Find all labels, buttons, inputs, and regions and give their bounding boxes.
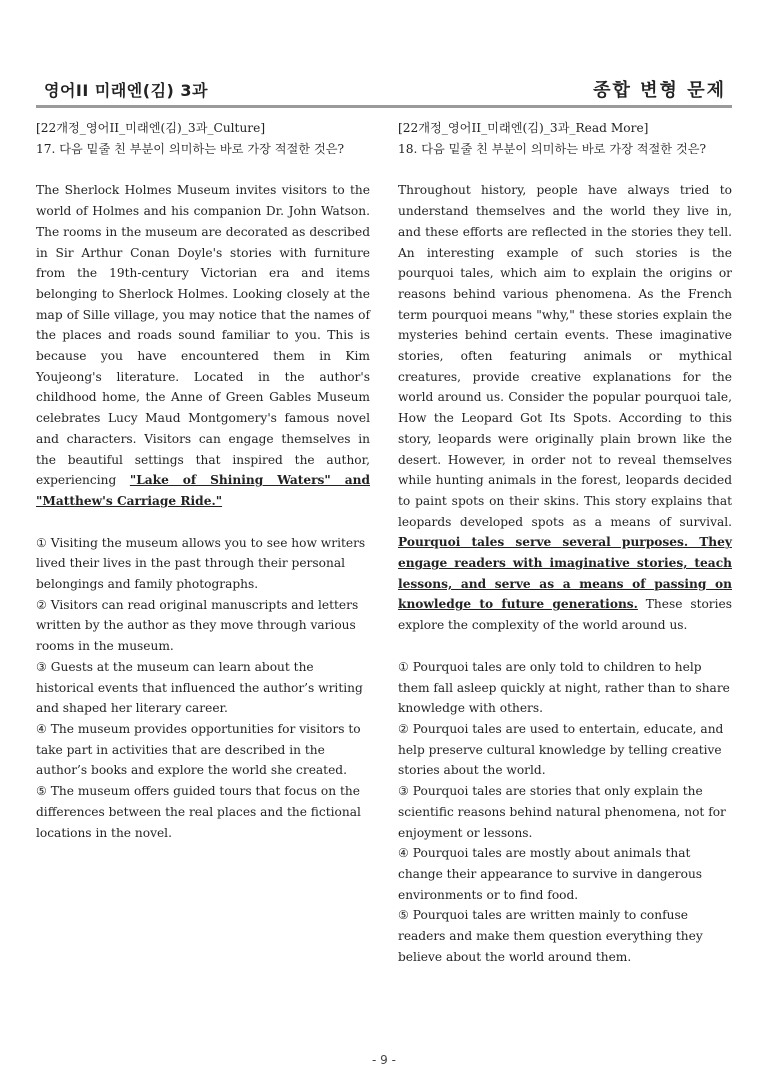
question-tag: [22개정_영어II_미래엔(김)_3과_Culture] (36, 121, 266, 135)
question-prompt: 18. 다음 밑줄 친 부분이 의미하는 바로 가장 적절한 것은? (398, 141, 707, 156)
passage-text-after: These stories explore the complexity of the world around us. (398, 597, 732, 633)
choice-1[interactable]: ① Pourquoi tales are only told to children to help them fall asleep quickly at night, rather than to share knowledge with others. (398, 659, 730, 716)
header-title-left: 영어II 미래엔(김) 3과 (44, 81, 208, 100)
choice-4[interactable]: ④ Pourquoi tales are mostly about animals that change their appearance to survive in dangerous environments or to find food. (398, 846, 703, 902)
choice-2[interactable]: ② Visitors can read original manuscripts and letters written by the author as they move through various rooms in the museum. (36, 597, 359, 654)
choice-3[interactable]: ③ Guests at the museum can learn about the historical events that influenced the author’s writing and shaped her literary career. (36, 659, 363, 716)
choice-3[interactable]: ③ Pourquoi tales are stories that only explain the scientific reasons behind natural phenomena, not for enjoyment or lessons. (398, 784, 726, 840)
choice-2[interactable]: ② Pourquoi tales are used to entertain, educate, and help preserve cultural knowledge by telling creative stories about the world. (398, 721, 724, 778)
question-prompt: 17. 다음 밑줄 친 부분이 의미하는 바로 가장 적절한 것은? (36, 141, 345, 156)
answer-choices (36, 533, 370, 844)
header-title-right: 종합 변형 문제 (593, 80, 726, 101)
question-17 (36, 118, 370, 843)
choice-4[interactable]: ④ The museum provides opportunities for visitors to take part in activities that are described in the author’s books and explore the world she created. (36, 721, 361, 778)
underlined-phrase: Pourquoi tales serve several purposes. They engage readers with imaginative stories, teach lessons, and serve as a means of passing on knowledge to future generations. (398, 535, 732, 612)
page-number: - 9 - (372, 1053, 396, 1067)
passage-text: The Sherlock Holmes Museum invites visitors to the world of Holmes and his companion Dr. John Watson. The rooms in the museum are decorated as described in Sir Arthur Conan Doyle's stories with furniture from the 19th-century Victorian era and items belonging to Sherlock Holmes. Looking closely at the map of Sille village, you may notice that the names of the places and roads sound familiar to you. This is because you have encountered them in Kim Youjeong's literature. Located in the author's childhood home, the Anne of Green Gables Museum celebrates Lucy Maud Montgomery's famous novel and characters. Visitors can engage themselves in the beautiful settings that inspired the author, experiencing (36, 183, 370, 488)
underlined-phrase: "Lake of Shining Waters" and "Matthew's Carriage Ride." (36, 473, 370, 508)
passage-text: Throughout history, people have always tried to understand themselves and the world they live in, and these efforts are reflected in the stories they tell. An interesting example of such stories is the pourquoi tales, which aim to explain the origins or reasons behind various phenomena. As the French term pourquoi means "why," these stories explain the mysteries behind certain events. These imaginative stories, often featuring animals or mythical creatures, provide creative explanations for the world around us. Consider the popular pourquoi tale, How the Leopard Got Its Spots. According to this story, leopards were originally plain brown like the desert. However, in order not to reveal themselves while hunting animals in the forest, leopards decided to paint spots on their skins. This story explains that leopards developed spots as a means of survival. (398, 183, 732, 529)
reading-passage (36, 180, 370, 511)
choice-5[interactable]: ⑤ The museum offers guided tours that focus on the differences between the real places and the fictional locations in the novel. (36, 784, 361, 840)
choice-1[interactable]: ① Visiting the museum allows you to see how writers lived their lives in the past through their personal belongings and family photographs. (36, 535, 366, 592)
question-18 (398, 118, 732, 967)
choice-5[interactable]: ⑤ Pourquoi tales are written mainly to confuse readers and make them question everything they believe about the world around them. (398, 908, 703, 964)
page-header (36, 68, 732, 108)
reading-passage (398, 180, 732, 635)
question-tag: [22개정_영어II_미래엔(김)_3과_Read More] (398, 121, 649, 135)
header-divider (36, 105, 732, 108)
answer-choices (398, 657, 732, 968)
